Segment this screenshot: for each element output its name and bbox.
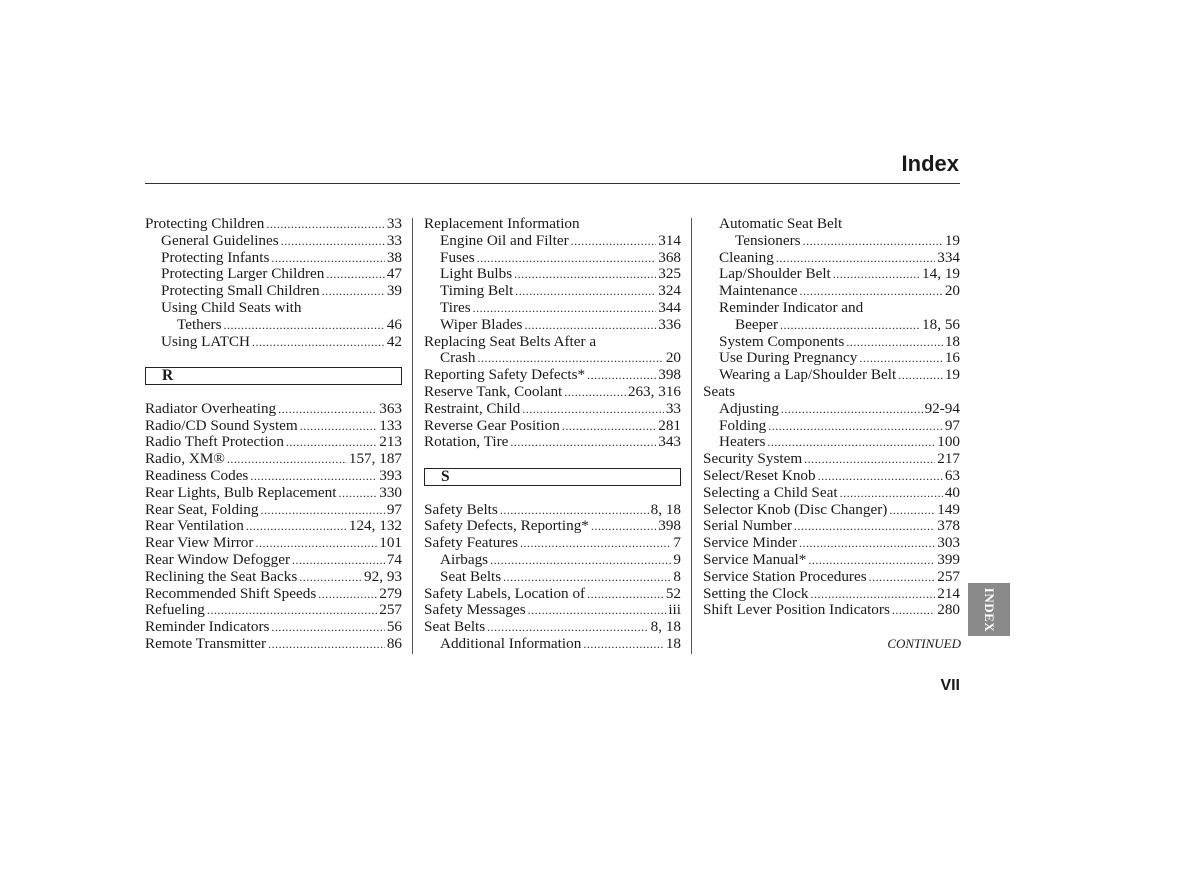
dot-leader bbox=[255, 535, 377, 552]
dot-leader bbox=[286, 434, 377, 451]
entry-term: Airbags bbox=[440, 551, 489, 568]
entry-page-reference[interactable]: 19 bbox=[944, 367, 960, 384]
index-entry[interactable] bbox=[424, 317, 681, 334]
index-column-1 bbox=[145, 216, 402, 653]
dot-leader bbox=[522, 401, 664, 418]
entry-term: Seat Belts bbox=[440, 568, 502, 585]
entry-page-reference[interactable]: 263, 316 bbox=[627, 383, 681, 400]
dot-leader bbox=[299, 569, 362, 586]
index-entry[interactable] bbox=[145, 468, 402, 485]
dot-leader bbox=[808, 552, 935, 569]
index-entry[interactable] bbox=[424, 367, 681, 384]
dot-leader bbox=[833, 266, 920, 283]
entry-page-reference[interactable]: 92, 93 bbox=[364, 568, 402, 585]
dot-leader bbox=[520, 535, 671, 552]
dot-leader bbox=[281, 233, 385, 250]
dot-leader bbox=[266, 216, 384, 233]
entry-term: Refueling bbox=[145, 602, 205, 619]
entry-page-reference[interactable]: 149 bbox=[937, 501, 960, 518]
index-entry[interactable] bbox=[424, 250, 681, 267]
index-entry[interactable] bbox=[145, 619, 402, 636]
entry-page-reference[interactable]: 18 bbox=[665, 635, 681, 652]
dot-leader bbox=[892, 602, 935, 619]
index-entry[interactable] bbox=[703, 518, 960, 535]
entry-page-reference[interactable]: 39 bbox=[386, 283, 402, 300]
index-entry[interactable] bbox=[424, 619, 681, 636]
dot-leader bbox=[260, 502, 384, 519]
dot-leader bbox=[252, 334, 385, 351]
index-entry[interactable] bbox=[703, 552, 960, 569]
column-divider bbox=[412, 218, 413, 654]
dot-leader bbox=[473, 300, 657, 317]
entry-term: Wearing a Lap/Shoulder Belt bbox=[719, 367, 897, 384]
entry-term: Radiator Overheating bbox=[145, 400, 277, 417]
dot-leader bbox=[246, 518, 347, 535]
dot-leader bbox=[818, 468, 943, 485]
entry-term: Security System bbox=[703, 451, 803, 468]
entry-page-reference[interactable]: 257 bbox=[937, 568, 960, 585]
entry-page-reference[interactable]: 97 bbox=[386, 501, 402, 518]
dot-leader bbox=[889, 502, 935, 519]
index-entry[interactable] bbox=[424, 434, 681, 451]
index-entry[interactable] bbox=[145, 434, 402, 451]
entry-page-reference[interactable]: 124, 132 bbox=[348, 518, 402, 535]
index-entry[interactable] bbox=[703, 334, 960, 351]
index-entry[interactable] bbox=[424, 233, 681, 250]
entry-term: Protecting Small Children bbox=[161, 283, 320, 300]
entry-term: Wiper Blades bbox=[440, 316, 523, 333]
entry-term: Reclining the Seat Backs bbox=[145, 568, 298, 585]
dot-leader bbox=[515, 283, 656, 300]
dot-leader bbox=[587, 586, 664, 603]
entry-term: Shift Lever Position Indicators bbox=[703, 602, 890, 619]
index-entry[interactable] bbox=[145, 552, 402, 569]
dot-leader bbox=[794, 518, 935, 535]
entry-page-reference[interactable]: 8, 18 bbox=[650, 619, 681, 636]
index-entry[interactable] bbox=[145, 485, 402, 502]
entry-page-reference[interactable]: 314 bbox=[658, 232, 681, 249]
index-entry[interactable] bbox=[145, 401, 402, 418]
entry-page-reference[interactable]: 393 bbox=[379, 467, 402, 484]
index-entry[interactable] bbox=[424, 502, 681, 519]
entry-term: Timing Belt bbox=[440, 283, 514, 300]
entry-term: Selector Knob (Disc Changer) bbox=[703, 501, 888, 518]
index-entry[interactable] bbox=[703, 401, 960, 418]
index-entry[interactable] bbox=[424, 518, 681, 535]
entry-term: Light Bulbs bbox=[440, 266, 513, 283]
entry-page-reference[interactable]: 324 bbox=[658, 283, 681, 300]
dot-leader bbox=[780, 317, 920, 334]
entry-page-reference[interactable]: 7 bbox=[673, 535, 681, 552]
index-entry[interactable] bbox=[703, 535, 960, 552]
entry-term: Service Station Procedures bbox=[703, 568, 867, 585]
entry-term: Replacing Seat Belts After a bbox=[424, 333, 597, 350]
index-entry[interactable] bbox=[145, 569, 402, 586]
dot-leader bbox=[840, 485, 943, 502]
entry-term: Safety Labels, Location of bbox=[424, 585, 586, 602]
entry-page-reference[interactable]: 33 bbox=[665, 400, 681, 417]
entry-term: Fuses bbox=[440, 249, 475, 266]
dot-leader bbox=[799, 283, 942, 300]
index-entry[interactable] bbox=[145, 502, 402, 519]
index-entry bbox=[424, 216, 681, 233]
entry-term: Radio Theft Protection bbox=[145, 434, 284, 451]
entry-page-reference[interactable]: 279 bbox=[379, 585, 402, 602]
entry-term: System Components bbox=[719, 333, 845, 350]
entry-page-reference[interactable]: 74 bbox=[386, 551, 402, 568]
index-entry[interactable] bbox=[424, 552, 681, 569]
dot-leader bbox=[562, 418, 656, 435]
index-entry[interactable] bbox=[145, 586, 402, 603]
entry-term: Safety Defects, Reporting* bbox=[424, 518, 589, 535]
dot-leader bbox=[846, 334, 943, 351]
entry-term: Service Minder bbox=[703, 535, 798, 552]
index-entry[interactable] bbox=[424, 602, 681, 619]
index-entry[interactable] bbox=[424, 569, 681, 586]
entry-term: Serial Number bbox=[703, 518, 792, 535]
dot-leader bbox=[292, 552, 385, 569]
dot-leader bbox=[571, 233, 657, 250]
entry-page-reference[interactable]: 33 bbox=[386, 232, 402, 249]
entry-page-reference[interactable]: 217 bbox=[937, 451, 960, 468]
index-column-2 bbox=[424, 216, 681, 653]
entry-page-reference[interactable]: 343 bbox=[658, 434, 681, 451]
entry-term: Use During Pregnancy bbox=[719, 350, 858, 367]
dot-leader bbox=[268, 636, 385, 653]
entry-page-reference[interactable]: 52 bbox=[665, 585, 681, 602]
entry-term: Reverse Gear Position bbox=[424, 417, 560, 434]
section-tab[interactable] bbox=[968, 583, 1010, 636]
dot-leader bbox=[767, 434, 935, 451]
index-entry[interactable] bbox=[145, 518, 402, 535]
entry-page-reference[interactable]: 8 bbox=[673, 568, 681, 585]
entry-term: Selecting a Child Seat bbox=[703, 484, 838, 501]
entry-page-reference[interactable]: 20 bbox=[944, 283, 960, 300]
dot-leader bbox=[528, 602, 667, 619]
entry-term: Tires bbox=[440, 299, 471, 316]
entry-page-reference[interactable]: 101 bbox=[379, 535, 402, 552]
entry-term: Folding bbox=[719, 417, 767, 434]
entry-term: Seats bbox=[703, 383, 736, 400]
index-entry[interactable] bbox=[145, 636, 402, 653]
spacer bbox=[145, 350, 402, 367]
entry-page-reference[interactable]: 19 bbox=[944, 232, 960, 249]
index-entry[interactable] bbox=[424, 401, 681, 418]
dot-leader bbox=[804, 451, 935, 468]
index-entry[interactable] bbox=[703, 434, 960, 451]
entry-term: Radio/CD Sound System bbox=[145, 417, 298, 434]
index-entry[interactable] bbox=[145, 283, 402, 300]
index-entry[interactable] bbox=[145, 266, 402, 283]
entry-page-reference[interactable]: 363 bbox=[379, 400, 402, 417]
entry-term: General Guidelines bbox=[161, 232, 279, 249]
dot-leader bbox=[810, 586, 935, 603]
entry-term: Maintenance bbox=[719, 283, 798, 300]
index-entry[interactable] bbox=[145, 418, 402, 435]
entry-term: Tensioners bbox=[735, 232, 801, 249]
entry-page-reference[interactable]: 8, 18 bbox=[650, 501, 681, 518]
entry-term: Reserve Tank, Coolant bbox=[424, 383, 563, 400]
entry-page-reference[interactable]: 16 bbox=[944, 350, 960, 367]
entry-term: Safety Messages bbox=[424, 602, 526, 619]
index-entry[interactable] bbox=[703, 317, 960, 334]
entry-term: Rear Ventilation bbox=[145, 518, 244, 535]
entry-page-reference[interactable]: 86 bbox=[386, 635, 402, 652]
index-entry[interactable] bbox=[145, 602, 402, 619]
index-entry[interactable] bbox=[703, 502, 960, 519]
index-entry bbox=[703, 216, 960, 233]
page-number: VII bbox=[940, 677, 960, 694]
entry-page-reference[interactable]: 280 bbox=[937, 602, 960, 619]
entry-page-reference[interactable]: 33 bbox=[386, 216, 402, 232]
entry-page-reference[interactable]: 214 bbox=[937, 585, 960, 602]
index-entry[interactable] bbox=[703, 350, 960, 367]
entry-term: Rear Window Defogger bbox=[145, 551, 291, 568]
entry-term: Tethers bbox=[177, 316, 222, 333]
entry-page-reference[interactable]: 398 bbox=[658, 518, 681, 535]
entry-page-reference[interactable]: 257 bbox=[379, 602, 402, 619]
entry-term: Automatic Seat Belt bbox=[719, 216, 843, 232]
dot-leader bbox=[781, 401, 923, 418]
entry-page-reference[interactable]: 399 bbox=[937, 551, 960, 568]
entry-term: Engine Oil and Filter bbox=[440, 232, 569, 249]
dot-leader bbox=[524, 317, 656, 334]
index-entry[interactable] bbox=[145, 334, 402, 351]
index-entry[interactable] bbox=[703, 586, 960, 603]
dot-leader bbox=[510, 434, 656, 451]
index-entry[interactable] bbox=[703, 602, 960, 619]
entry-page-reference[interactable]: 100 bbox=[937, 434, 960, 451]
index-entry[interactable] bbox=[145, 233, 402, 250]
entry-term: Additional Information bbox=[440, 635, 582, 652]
index-entry[interactable] bbox=[703, 569, 960, 586]
dot-leader bbox=[776, 250, 935, 267]
entry-page-reference[interactable]: 213 bbox=[379, 434, 402, 451]
entry-page-reference[interactable]: 38 bbox=[386, 249, 402, 266]
entry-page-reference[interactable]: 378 bbox=[937, 518, 960, 535]
dot-leader bbox=[514, 266, 656, 283]
entry-page-reference[interactable]: 47 bbox=[386, 266, 402, 283]
entry-term: Reminder Indicator and bbox=[719, 299, 864, 316]
index-entry[interactable] bbox=[145, 317, 402, 334]
entry-term: Protecting Infants bbox=[161, 249, 270, 266]
entry-term: Restraint, Child bbox=[424, 400, 521, 417]
index-entry[interactable] bbox=[703, 283, 960, 300]
index-entry[interactable] bbox=[424, 636, 681, 653]
entry-term: Safety Features bbox=[424, 535, 519, 552]
index-entry[interactable] bbox=[703, 485, 960, 502]
entry-page-reference[interactable]: 330 bbox=[379, 484, 402, 501]
index-entry[interactable] bbox=[424, 283, 681, 300]
entry-page-reference[interactable]: 344 bbox=[658, 299, 681, 316]
page-title: Index bbox=[901, 151, 959, 176]
entry-page-reference[interactable]: 46 bbox=[386, 316, 402, 333]
index-entry[interactable] bbox=[145, 535, 402, 552]
dot-leader bbox=[869, 569, 936, 586]
entry-page-reference[interactable]: 42 bbox=[386, 333, 402, 350]
entry-page-reference[interactable]: 14, 19 bbox=[922, 266, 960, 283]
dot-leader bbox=[564, 384, 626, 401]
dot-leader bbox=[477, 350, 663, 367]
index-entry[interactable] bbox=[424, 350, 681, 367]
dot-leader bbox=[500, 502, 649, 519]
dot-leader bbox=[803, 233, 943, 250]
entry-term: Rear Seat, Folding bbox=[145, 501, 259, 518]
entry-term: Lap/Shoulder Belt bbox=[719, 266, 831, 283]
dot-leader bbox=[583, 636, 664, 653]
entry-term: Beeper bbox=[735, 316, 779, 333]
entry-page-reference[interactable]: 398 bbox=[658, 367, 681, 384]
entry-term: Heaters bbox=[719, 434, 766, 451]
dot-leader bbox=[207, 602, 377, 619]
dot-leader bbox=[300, 418, 377, 435]
entry-page-reference[interactable]: 157, 187 bbox=[348, 451, 402, 468]
entry-term: Safety Belts bbox=[424, 501, 498, 518]
entry-term: Crash bbox=[440, 350, 476, 367]
entry-term: Protecting Children bbox=[145, 216, 265, 232]
dot-leader bbox=[271, 250, 384, 267]
dot-leader bbox=[322, 283, 385, 300]
dot-leader bbox=[898, 367, 943, 384]
entry-term: Radio, XM® bbox=[145, 451, 225, 468]
index-entry bbox=[703, 300, 960, 317]
index-entry[interactable] bbox=[703, 233, 960, 250]
entry-term: Reporting Safety Defects* bbox=[424, 367, 586, 384]
dot-leader bbox=[326, 266, 384, 283]
index-entry bbox=[424, 334, 681, 351]
entry-term: Protecting Larger Children bbox=[161, 266, 325, 283]
dot-leader bbox=[859, 350, 942, 367]
entry-term: Service Manual* bbox=[703, 551, 807, 568]
entry-term: Rotation, Tire bbox=[424, 434, 509, 451]
dot-leader bbox=[223, 317, 384, 334]
entry-term: Replacement Information bbox=[424, 216, 580, 232]
spacer bbox=[424, 451, 681, 468]
entry-term: Remote Transmitter bbox=[145, 635, 267, 652]
entry-term: Rear Lights, Bulb Replacement bbox=[145, 484, 337, 501]
index-entry[interactable] bbox=[145, 250, 402, 267]
index-entry[interactable] bbox=[703, 367, 960, 384]
dot-leader bbox=[487, 619, 648, 636]
index-entry[interactable] bbox=[145, 451, 402, 468]
section-tab-label: INDEX bbox=[982, 587, 997, 632]
entry-page-reference[interactable]: 18, 56 bbox=[922, 316, 960, 333]
dot-leader bbox=[227, 451, 347, 468]
entry-page-reference[interactable]: 303 bbox=[937, 535, 960, 552]
section-letter-heading: R bbox=[145, 367, 402, 385]
index-entry[interactable] bbox=[703, 418, 960, 435]
entry-page-reference[interactable]: 325 bbox=[658, 266, 681, 283]
dot-leader bbox=[768, 418, 943, 435]
index-entry bbox=[703, 384, 960, 401]
index-entry[interactable] bbox=[703, 451, 960, 468]
section-letter-heading: S bbox=[424, 468, 681, 486]
dot-leader bbox=[477, 250, 657, 267]
entry-page-reference[interactable]: 56 bbox=[386, 619, 402, 636]
entry-term: Using Child Seats with bbox=[161, 299, 302, 316]
dot-leader bbox=[591, 518, 656, 535]
index-entry[interactable] bbox=[424, 300, 681, 317]
dot-leader bbox=[503, 569, 671, 586]
entry-term: Setting the Clock bbox=[703, 585, 809, 602]
entry-term: Rear View Mirror bbox=[145, 535, 254, 552]
entry-page-reference[interactable]: 133 bbox=[379, 417, 402, 434]
entry-page-reference[interactable]: iii bbox=[668, 602, 681, 619]
dot-leader bbox=[587, 367, 656, 384]
entry-term: Readiness Codes bbox=[145, 467, 249, 484]
entry-page-reference[interactable]: 281 bbox=[658, 417, 681, 434]
entry-term: Cleaning bbox=[719, 249, 774, 266]
entry-page-reference[interactable]: 9 bbox=[673, 551, 681, 568]
entry-term: Reminder Indicators bbox=[145, 619, 270, 636]
column-divider bbox=[691, 218, 692, 654]
index-entry[interactable] bbox=[145, 216, 402, 233]
entry-page-reference[interactable]: 18 bbox=[944, 333, 960, 350]
entry-term: Select/Reset Knob bbox=[703, 467, 816, 484]
entry-page-reference[interactable]: 336 bbox=[658, 316, 681, 333]
index-column-3 bbox=[703, 216, 960, 619]
entry-page-reference[interactable]: 97 bbox=[944, 417, 960, 434]
index-entry[interactable] bbox=[424, 266, 681, 283]
index-entry bbox=[145, 300, 402, 317]
dot-leader bbox=[278, 401, 377, 418]
index-entry[interactable] bbox=[703, 468, 960, 485]
dot-leader bbox=[338, 485, 377, 502]
dot-leader bbox=[318, 586, 377, 603]
index-entry[interactable] bbox=[424, 586, 681, 603]
index-entry[interactable] bbox=[703, 266, 960, 283]
index-entry[interactable] bbox=[424, 535, 681, 552]
entry-page-reference[interactable]: 20 bbox=[665, 350, 681, 367]
entry-page-reference[interactable]: 92-94 bbox=[924, 400, 960, 417]
entry-term: Recommended Shift Speeds bbox=[145, 585, 317, 602]
index-entry[interactable] bbox=[703, 250, 960, 267]
dot-leader bbox=[799, 535, 935, 552]
entry-term: Adjusting bbox=[719, 400, 779, 417]
dot-leader bbox=[250, 468, 377, 485]
index-entry[interactable] bbox=[424, 418, 681, 435]
entry-page-reference[interactable]: 63 bbox=[944, 467, 960, 484]
dot-leader bbox=[490, 552, 671, 569]
entry-page-reference[interactable]: 40 bbox=[944, 484, 960, 501]
index-entry[interactable] bbox=[424, 384, 681, 401]
entry-page-reference[interactable]: 368 bbox=[658, 249, 681, 266]
entry-page-reference[interactable]: 334 bbox=[937, 249, 960, 266]
continued-note: CONTINUED bbox=[887, 636, 961, 651]
entry-term: Seat Belts bbox=[424, 619, 486, 636]
dot-leader bbox=[271, 619, 384, 636]
entry-term: Using LATCH bbox=[161, 333, 251, 350]
header-rule bbox=[145, 183, 960, 184]
